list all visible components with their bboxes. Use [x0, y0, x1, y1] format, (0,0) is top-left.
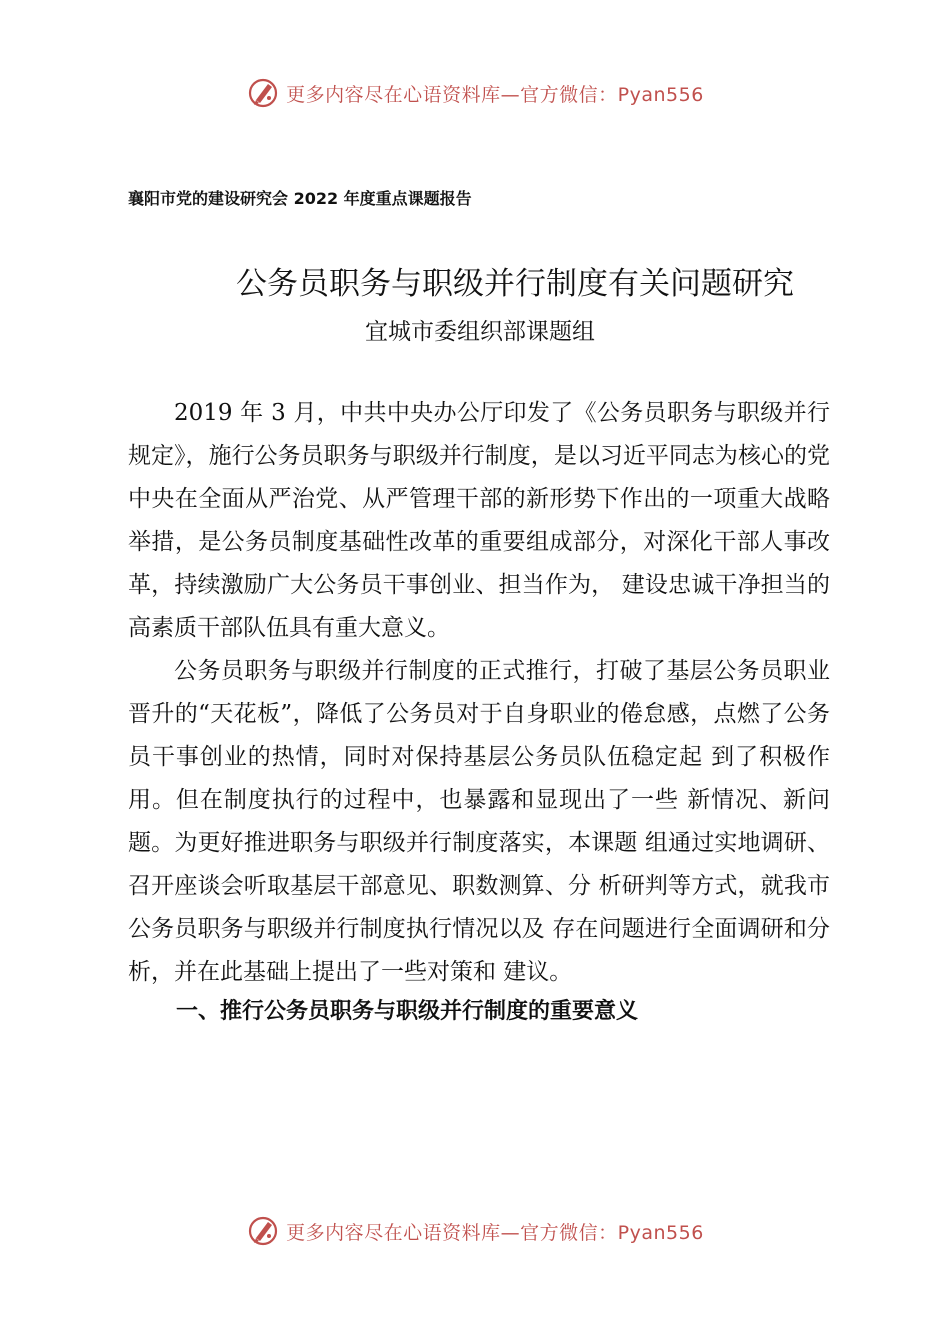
- paragraph-1: 2019 年 3 月，中共中央办公厅印发了《公务员职务与职级并行规定》，施行公务员职务与职级并行制度，是以习近平同志为核心的党中央在全面从严治党、从严管理干部的新形势下作出的一项重大战略举措，是公务员制度基础性改革的重要组成部分，对深化干部人事改革，持续激励广大公务员干事创业、担当作为， 建设忠诚干净担当的高素质干部队伍具有重大意义。: [128, 400, 830, 641]
- paragraph-2: 公务员职务与职级并行制度的正式推行，打破了基层公务员职业晋升的“天花板”，降低了公务员对于自身职业的倦怠感，点燃了公务员干事创业的热情，同时对保持基层公务员队伍稳定起 到了积极作用。但在制度执行的过程中，也暴露和显现出了一些 新情况、新问题。为更好推进职务与职级并行制度落实，本课题 组通过实地调研、召开座谈会听取基层干部意见、职数测算、分 析研判等方式，就我市公务员职务与职级并行制度执行情况以及 存在问题进行全面调研和分析，并在此基础上提出了一些对策和 建议。: [128, 658, 830, 985]
- pen-logo-icon: [246, 76, 280, 110]
- author-line: 宜城市委组织部课题组: [365, 319, 595, 345]
- page-title: 公务员职务与职级并行制度有关问题研究: [236, 266, 794, 302]
- report-header: 襄阳市党的建设研究会 2022 年度重点课题报告: [128, 189, 472, 208]
- watermark-text: 更多内容尽在心语资料库—官方微信：Pyan556: [286, 1221, 704, 1244]
- document-body: [128, 392, 830, 994]
- pen-logo-icon: [246, 1214, 280, 1248]
- watermark-top: [0, 76, 950, 110]
- watermark-bottom: [0, 1214, 950, 1248]
- watermark-text: 更多内容尽在心语资料库—官方微信：Pyan556: [286, 83, 704, 106]
- section-heading: 一、推行公务员职务与职级并行制度的重要意义: [176, 999, 639, 1024]
